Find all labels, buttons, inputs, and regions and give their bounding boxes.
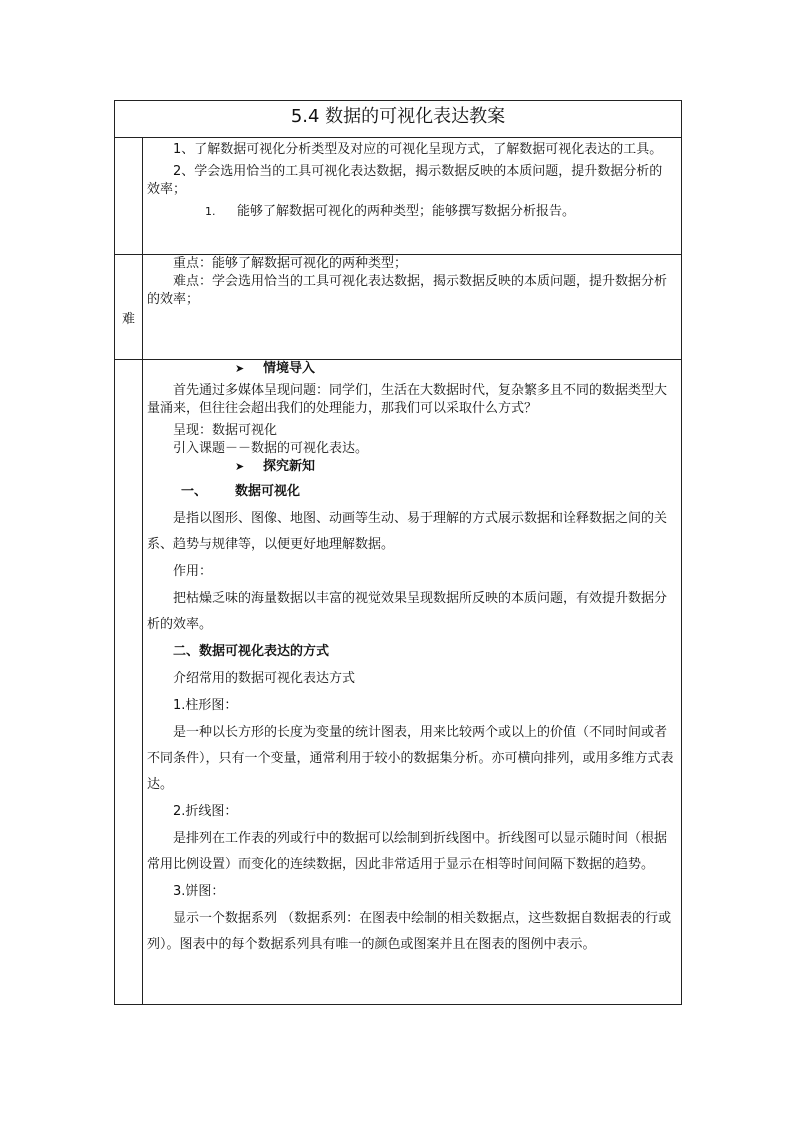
role-label: 作用：: [173, 564, 213, 579]
intro-paragraph: 首先通过多媒体呈现问题：同学们，生活在大数据时代，复杂繁多且不同的数据类型大量涌来，但往往会超出我们的处理能力，那我们可以采取什么方式？: [147, 383, 668, 416]
section-heading-text: 情境导入: [263, 361, 316, 376]
section-heading-intro: [147, 360, 675, 378]
intro-topic: 引入课题－－数据的可视化表达。: [173, 441, 369, 456]
content-body: [147, 479, 675, 958]
objectives-cell: [147, 141, 675, 221]
intro-present: 呈现：数据可视化: [173, 423, 278, 438]
section-heading-text: 探究新知: [263, 459, 316, 474]
key-points-cell: [147, 255, 675, 309]
objective-3: [147, 203, 675, 221]
pie-chart-description: 显示一个数据系列 （数据系列：在图表中绘制的相关数据点，这些数据自数据表的行或列）。图表中的每个数据系列具有唯一的颜色或图案并且在图表的图例中表示。: [147, 911, 672, 952]
pie-chart-label: 3.饼图：: [173, 884, 225, 899]
arrow-bullet-icon: ➤: [235, 362, 245, 375]
objective-3-text: 能够了解数据可视化的两种类型；能够撰写数据分析报告。: [237, 204, 576, 219]
key-point: 重点：能够了解数据可视化的两种类型；: [173, 256, 408, 271]
line-chart-description: 是排列在工作表的列或行中的数据可以绘制到折线图中。折线图可以显示随时间（根据常用比例设置）而变化的连续数据，因此非常适用于显示在相等时间间隔下数据的趋势。: [147, 831, 668, 872]
objective-3-number: 1.: [205, 205, 216, 218]
process-cell: [147, 360, 675, 959]
objective-2: 2、学会选用恰当的工具可视化表达数据，揭示数据反映的本质问题，提升数据分析的效率；: [147, 164, 663, 197]
section-heading-explore: [147, 458, 675, 476]
bar-chart-label: 1.柱形图：: [173, 698, 238, 713]
definition-paragraph: 是指以图形、图像、地图、动画等生动、易于理解的方式展示数据和诠释数据之间的关系、趋势与规律等，以便更好地理解数据。: [147, 511, 668, 552]
methods-intro: 介绍常用的数据可视化表达方式: [173, 671, 356, 686]
arrow-bullet-icon: ➤: [235, 460, 245, 473]
page-title: 5.4 数据的可视化表达教案: [290, 106, 506, 127]
subheading-text: 数据可视化: [235, 484, 301, 499]
subheading-methods: 二、数据可视化表达的方式: [173, 644, 330, 659]
row-divider: [115, 137, 681, 138]
column-divider: [142, 137, 143, 1005]
subheading-visualization: [147, 479, 675, 505]
key-points-side-label: 难: [121, 312, 135, 327]
line-chart-label: 2.折线图：: [173, 804, 238, 819]
subheading-number: 一、: [181, 484, 208, 499]
objective-1: 1、了解数据可视化分析类型及对应的可视化呈现方式，了解数据可视化表达的工具。: [173, 142, 663, 157]
lesson-plan-table: [114, 100, 682, 1005]
role-paragraph: 把枯燥乏味的海量数据以丰富的视觉效果呈现数据所反映的本质问题，有效提升数据分析的效率。: [147, 591, 668, 632]
bar-chart-description: 是一种以长方形的长度为变量的统计图表，用来比较两个或以上的价值（不同时间或者不同条件），只有一个变量，通常利用于较小的数据集分析。亦可横向排列，或用多维方式表达。: [147, 725, 674, 792]
difficulty-point: 难点：学会选用恰当的工具可视化表达数据，揭示数据反映的本质问题，提升数据分析的效率；: [147, 274, 668, 307]
